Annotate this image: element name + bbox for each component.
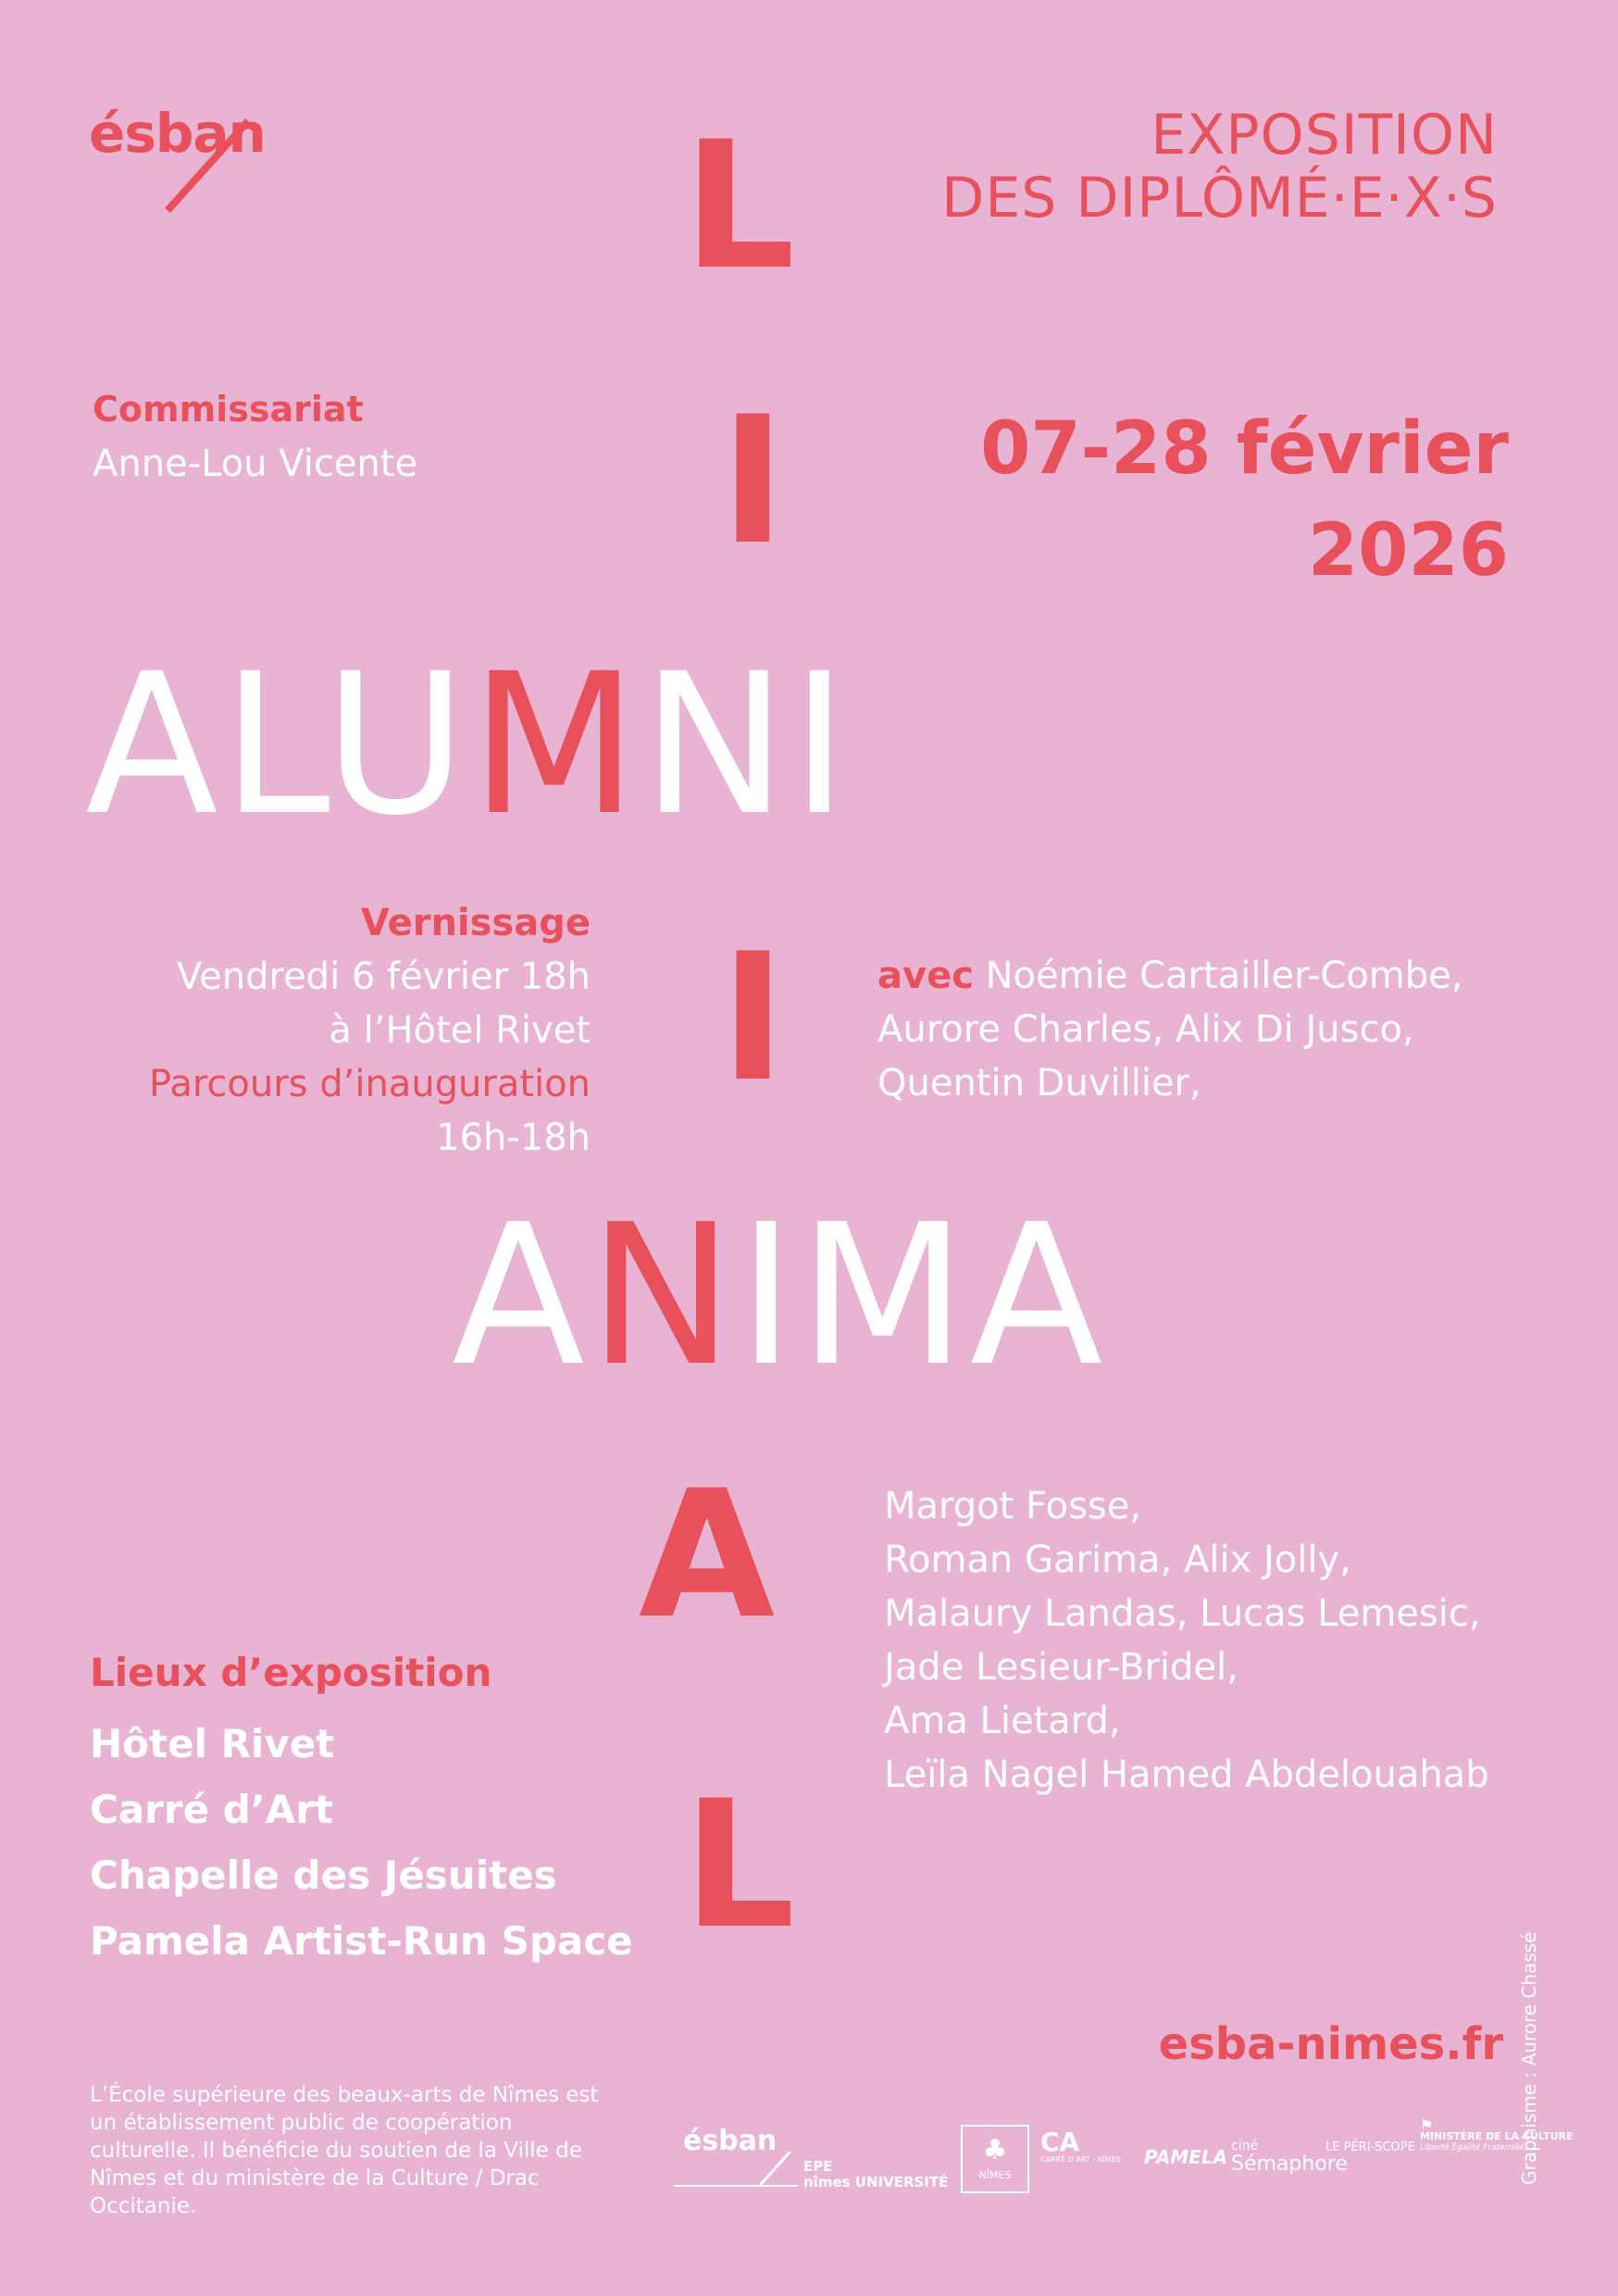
partner-semaphore-top: ciné	[1231, 2139, 1259, 2153]
artists-prefix: avec	[877, 955, 974, 997]
artist-line: Roman Garima, Alix Jolly,	[884, 1539, 1351, 1581]
partner-carre-dart-logo	[1040, 2129, 1121, 2165]
lieu-item: Pamela Artist-Run Space	[90, 1918, 633, 1964]
alumni-part-2: NI	[641, 631, 853, 858]
artist-line: Jade Lesieur-Bridel,	[884, 1646, 1238, 1689]
partner-esban-text: ésban	[683, 2125, 778, 2157]
lieu-item: Chapelle des Jésuites	[90, 1853, 557, 1898]
partner-epe-logo	[803, 2159, 948, 2190]
exposition-line-1: EXPOSITION	[1151, 103, 1498, 168]
vertical-letter-l-top: L	[683, 104, 796, 308]
partner-nimes-text: NÎMES	[978, 2169, 1012, 2181]
vertical-letter-i-middle: I	[720, 916, 786, 1120]
commissariat-name: Anne-Lou Vicente	[93, 443, 418, 485]
parcours-time: 16h-18h	[436, 1117, 591, 1159]
anima-highlight: N	[588, 1182, 738, 1409]
dates-range: 07-28 février	[980, 407, 1509, 491]
palm-tree-icon: ♣	[982, 2134, 1008, 2166]
dates-year: 2026	[1307, 509, 1509, 593]
artist-line: Leïla Nagel Hamed Abdelouahab	[884, 1753, 1489, 1796]
partner-periscope-logo: LE PÉRI-SCOPE	[1326, 2140, 1415, 2154]
vernissage-block	[149, 896, 591, 1165]
partner-pamela-logo: PAMELA	[1144, 2146, 1228, 2168]
anima-part-2: IMA	[737, 1182, 1107, 1409]
lieu-item: Hôtel Rivet	[90, 1721, 335, 1766]
vernissage-place: à l’Hôtel Rivet	[329, 1009, 591, 1052]
design-credit: Graphisme : Aurore Chassé	[1518, 1931, 1540, 2185]
commissariat-label: Commissariat	[93, 389, 364, 430]
alumni-highlight: M	[469, 631, 642, 858]
partner-nimes-logo	[961, 2125, 1029, 2193]
partner-epe-text: EPE	[803, 2158, 833, 2175]
partner-epe-sub: nîmes UNIVERSITÉ	[803, 2174, 949, 2190]
partner-ministere-sub: Liberté Égalité Fraternité	[1420, 2143, 1525, 2152]
parcours-label: Parcours d’inauguration	[149, 1063, 591, 1105]
partner-ca-text: CA	[1040, 2127, 1080, 2157]
vernissage-date: Vendredi 6 février 18h	[176, 955, 591, 998]
artist-line: Malaury Landas, Lucas Lemesic,	[884, 1592, 1481, 1635]
alumni-part-1: ALU	[85, 631, 470, 858]
anima-part-1: A	[452, 1182, 589, 1409]
esban-logo: ésban	[89, 102, 266, 165]
artists-list-bottom	[884, 1479, 1489, 1802]
title-alumni	[85, 631, 853, 858]
artist-line: Aurore Charles, Alix Di Jusco,	[877, 1008, 1414, 1051]
footer-statement: L’École supérieure des beaux-arts de Nîmes est un établissement public de coopération culturelle. Il bénéficie du soutien de la Ville de Nîmes et du ministère de la Culture / Drac Occitanie.	[90, 2083, 599, 2218]
marianne-icon: ⚑	[1420, 2116, 1434, 2134]
title-anima	[452, 1182, 1107, 1409]
exposition-line-2: DES DIPLÔMÉ·E·X·S	[941, 166, 1498, 231]
lieux-label: Lieux d’exposition	[90, 1650, 492, 1695]
artist-line: Margot Fosse,	[884, 1485, 1142, 1528]
lieux-list	[90, 1711, 633, 1974]
partner-ministere-text: MINISTÈRE DE LA CULTURE	[1420, 2130, 1574, 2142]
vertical-letter-a: A	[639, 1453, 776, 1657]
lieu-item: Carré d’Art	[90, 1787, 334, 1832]
artist-line: Quentin Duvillier,	[877, 1062, 1201, 1104]
artist-line: Ama Lietard,	[884, 1700, 1121, 1742]
artists-list-top	[877, 949, 1462, 1110]
artist-line: avec Noémie Cartailler-Combe,	[877, 955, 1463, 997]
partner-semaphore-text: Sémaphore	[1231, 2152, 1348, 2176]
partner-ca-sub: CARRÉ D’ART · NÎMES	[1040, 2155, 1121, 2164]
exhibition-dates	[980, 398, 1509, 602]
vertical-letter-l-bottom: L	[683, 1763, 796, 1967]
partner-ministere-logo	[1420, 2116, 1574, 2153]
exposition-heading	[941, 104, 1498, 230]
partner-esban-logo	[674, 2120, 798, 2187]
vernissage-label: Vernissage	[360, 902, 591, 944]
website-link[interactable]: esba-nimes.fr	[1158, 2018, 1503, 2070]
vertical-letter-i-top: I	[720, 379, 786, 583]
